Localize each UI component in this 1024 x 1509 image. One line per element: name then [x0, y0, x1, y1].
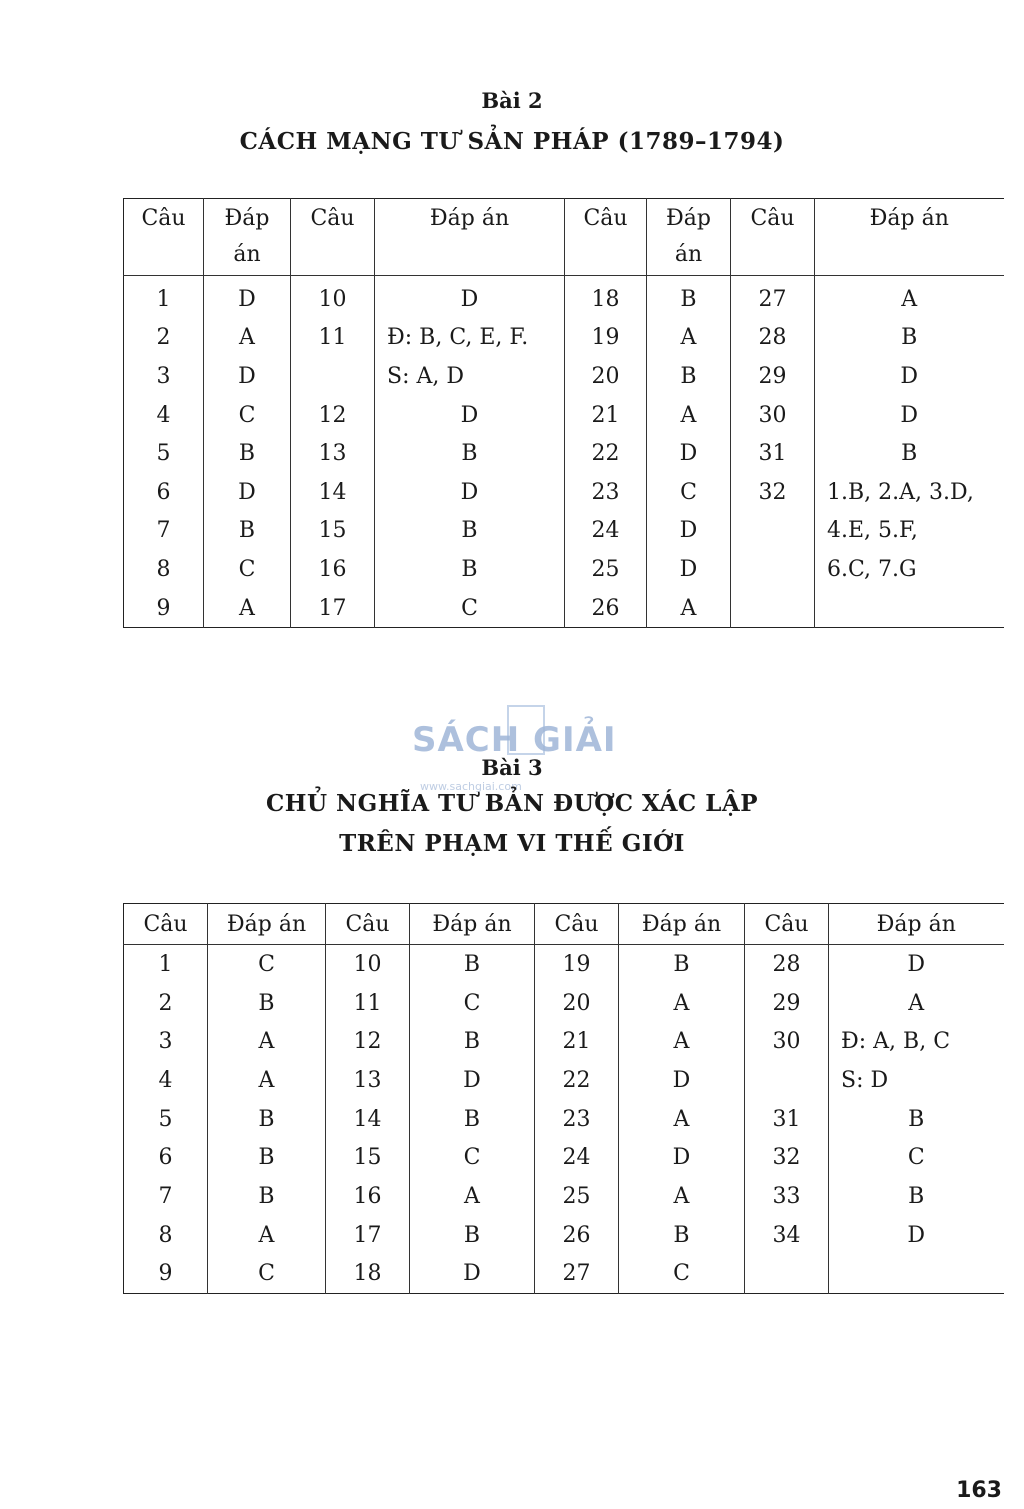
question-number-cell: 28: [745, 945, 829, 984]
answer-cell: D: [647, 434, 731, 473]
question-number-cell: 17: [326, 1216, 410, 1255]
answer-cell: D: [410, 1255, 535, 1294]
lesson-3-title-line2: TRÊN PHẠM VI THẾ GIỚI: [339, 830, 685, 857]
table-row: [124, 550, 1004, 589]
question-number-cell: 22: [535, 1061, 619, 1100]
question-number-cell: 1: [124, 945, 208, 984]
question-number-cell: 26: [535, 1216, 619, 1255]
answer-cell: B: [410, 1100, 535, 1139]
answer-cell: B: [208, 984, 326, 1023]
column-header: [124, 199, 204, 276]
column-header: [815, 199, 1004, 276]
column-header: [731, 199, 815, 276]
answer-cell: D: [829, 945, 1004, 984]
answer-cell: A: [647, 319, 731, 358]
answer-cell: D: [619, 1138, 745, 1177]
answer-cell: 6.C, 7.G: [815, 550, 1004, 589]
answer-cell: C: [647, 473, 731, 512]
question-number-cell: 27: [535, 1255, 619, 1294]
question-number-cell: 19: [535, 945, 619, 984]
answer-cell: A: [647, 396, 731, 435]
question-number-cell: 29: [731, 357, 815, 396]
question-number-cell: 1: [124, 276, 204, 319]
question-number-cell: 26: [565, 589, 647, 628]
question-number-cell: 23: [565, 473, 647, 512]
answer-table-lesson-2: [123, 198, 1004, 628]
lesson-3-title-line1: CHỦ NGHĨA TƯ BẢN ĐƯỢC XÁC LẬP: [265, 790, 759, 817]
answer-cell: D: [204, 357, 291, 396]
answer-cell: A: [208, 1216, 326, 1255]
answer-cell: B: [375, 434, 565, 473]
question-number-cell: 15: [291, 512, 375, 551]
question-number-cell: 3: [124, 357, 204, 396]
answer-table-lesson-3: [123, 903, 1004, 1294]
answer-cell: B: [204, 512, 291, 551]
question-number-cell: 5: [124, 434, 204, 473]
question-number-cell: 18: [326, 1255, 410, 1294]
answer-cell: 4.E, 5.F,: [815, 512, 1004, 551]
question-number-cell: 11: [326, 984, 410, 1023]
answer-cell: B: [410, 945, 535, 984]
answer-cell: C: [829, 1138, 1004, 1177]
question-number-cell: 24: [535, 1138, 619, 1177]
column-header-text: Câu: [141, 206, 186, 231]
answer-cell: Đ: B, C, E, F.: [375, 319, 565, 358]
question-number-cell: 10: [291, 276, 375, 319]
answer-cell: D: [375, 473, 565, 512]
table-row: [124, 276, 1004, 319]
answer-cell: D: [815, 396, 1004, 435]
answer-cell: A: [208, 1061, 326, 1100]
column-header: [565, 199, 647, 276]
column-header: Câu: [535, 904, 619, 945]
answer-cell: B: [208, 1100, 326, 1139]
answer-cell: D: [619, 1061, 745, 1100]
table-row: [124, 1255, 1004, 1294]
answer-cell: D: [815, 357, 1004, 396]
answer-cell: B: [815, 319, 1004, 358]
answer-cell: S: D: [829, 1061, 1004, 1100]
table-row: [124, 434, 1004, 473]
answer-cell: B: [208, 1138, 326, 1177]
question-number-cell: 25: [565, 550, 647, 589]
question-number-cell: 2: [124, 984, 208, 1023]
question-number-cell: 27: [731, 276, 815, 319]
question-number-cell: [745, 1255, 829, 1294]
answer-cell: B: [410, 1022, 535, 1061]
question-number-cell: 15: [326, 1138, 410, 1177]
question-number-cell: 20: [565, 357, 647, 396]
column-header-text: Đáp án: [869, 206, 949, 231]
column-header: [647, 199, 731, 276]
question-number-cell: 32: [745, 1138, 829, 1177]
table-row: [124, 512, 1004, 551]
lesson-3-label: Bài 3: [481, 755, 543, 780]
question-number-cell: 10: [326, 945, 410, 984]
question-number-cell: 21: [535, 1022, 619, 1061]
column-header: Câu: [326, 904, 410, 945]
question-number-cell: 16: [326, 1177, 410, 1216]
answer-cell: A: [815, 276, 1004, 319]
column-header: Đáp án: [829, 904, 1004, 945]
answer-cell: S: A, D: [375, 357, 565, 396]
answer-cell: B: [619, 945, 745, 984]
table-row: [124, 945, 1004, 984]
question-number-cell: [731, 589, 815, 628]
answer-cell: C: [208, 1255, 326, 1294]
answer-cell: C: [208, 945, 326, 984]
question-number-cell: 20: [535, 984, 619, 1023]
question-number-cell: 24: [565, 512, 647, 551]
column-header: Đáp án: [410, 904, 535, 945]
lesson-2-label: Bài 2: [481, 88, 543, 113]
column-header-text: Đáp: [666, 206, 711, 231]
answer-cell: D: [375, 276, 565, 319]
column-header: [291, 199, 375, 276]
question-number-cell: 14: [291, 473, 375, 512]
column-header-text: Câu: [750, 206, 795, 231]
question-number-cell: [291, 357, 375, 396]
table-row: [124, 396, 1004, 435]
answer-cell: B: [375, 550, 565, 589]
question-number-cell: 17: [291, 589, 375, 628]
question-number-cell: 13: [326, 1061, 410, 1100]
answer-cell: B: [208, 1177, 326, 1216]
table-row: [124, 1022, 1004, 1061]
column-header: Đáp án: [208, 904, 326, 945]
question-number-cell: 33: [745, 1177, 829, 1216]
answer-cell: D: [204, 276, 291, 319]
answer-cell: [829, 1255, 1004, 1294]
table-row: [124, 473, 1004, 512]
question-number-cell: 32: [731, 473, 815, 512]
watermark-url: www.sachgiai.com: [420, 780, 522, 793]
table-row: [124, 1100, 1004, 1139]
column-header-text: Câu: [583, 206, 628, 231]
answer-cell: A: [204, 319, 291, 358]
question-number-cell: 2: [124, 319, 204, 358]
column-header-text: Đáp: [224, 206, 270, 231]
answer-cell: D: [410, 1061, 535, 1100]
question-number-cell: 21: [565, 396, 647, 435]
answer-cell: B: [647, 357, 731, 396]
answer-cell: A: [619, 984, 745, 1023]
question-number-cell: 9: [124, 589, 204, 628]
answer-cell: C: [204, 550, 291, 589]
question-number-cell: 3: [124, 1022, 208, 1061]
answer-cell: A: [619, 1100, 745, 1139]
table-row: [124, 984, 1004, 1023]
answer-cell: B: [410, 1216, 535, 1255]
answer-cell: A: [410, 1177, 535, 1216]
answer-cell: D: [829, 1216, 1004, 1255]
answer-cell: A: [829, 984, 1004, 1023]
column-header: Câu: [124, 904, 208, 945]
column-header: [375, 199, 565, 276]
answer-cell: C: [375, 589, 565, 628]
table-row: [124, 1061, 1004, 1100]
question-number-cell: 34: [745, 1216, 829, 1255]
question-number-cell: [731, 550, 815, 589]
answer-cell: [815, 589, 1004, 628]
question-number-cell: 30: [745, 1022, 829, 1061]
question-number-cell: [745, 1061, 829, 1100]
question-number-cell: 7: [124, 512, 204, 551]
question-number-cell: 4: [124, 396, 204, 435]
question-number-cell: 6: [124, 473, 204, 512]
question-number-cell: 9: [124, 1255, 208, 1294]
answer-cell: D: [647, 512, 731, 551]
answer-cell: D: [375, 396, 565, 435]
question-number-cell: 8: [124, 1216, 208, 1255]
answer-cell: B: [204, 434, 291, 473]
question-number-cell: [731, 512, 815, 551]
answer-cell: B: [815, 434, 1004, 473]
question-number-cell: 31: [731, 434, 815, 473]
answer-cell: A: [208, 1022, 326, 1061]
column-header: Câu: [745, 904, 829, 945]
question-number-cell: 5: [124, 1100, 208, 1139]
question-number-cell: 22: [565, 434, 647, 473]
answer-cell: D: [204, 473, 291, 512]
question-number-cell: 12: [291, 396, 375, 435]
column-header: Đáp án: [619, 904, 745, 945]
question-number-cell: 29: [745, 984, 829, 1023]
question-number-cell: 6: [124, 1138, 208, 1177]
answer-cell: A: [647, 589, 731, 628]
column-header-text: Đáp án: [429, 206, 510, 231]
answer-cell: A: [619, 1022, 745, 1061]
answer-cell: B: [375, 512, 565, 551]
table-row: [124, 589, 1004, 628]
answer-cell: Đ: A, B, C: [829, 1022, 1004, 1061]
column-header-text: án: [674, 242, 703, 267]
answer-cell: C: [619, 1255, 745, 1294]
column-header: [204, 199, 291, 276]
question-number-cell: 4: [124, 1061, 208, 1100]
column-header-text: án: [233, 242, 261, 267]
table-row: [124, 357, 1004, 396]
question-number-cell: 14: [326, 1100, 410, 1139]
column-header-text: Câu: [310, 206, 355, 231]
answer-cell: A: [204, 589, 291, 628]
question-number-cell: 11: [291, 319, 375, 358]
table-row: [124, 1216, 1004, 1255]
answer-cell: B: [829, 1177, 1004, 1216]
question-number-cell: 8: [124, 550, 204, 589]
answer-cell: C: [410, 984, 535, 1023]
table-row: [124, 319, 1004, 358]
question-number-cell: 25: [535, 1177, 619, 1216]
answer-cell: C: [410, 1138, 535, 1177]
question-number-cell: 16: [291, 550, 375, 589]
answer-cell: B: [829, 1100, 1004, 1139]
answer-cell: B: [619, 1216, 745, 1255]
question-number-cell: 7: [124, 1177, 208, 1216]
question-number-cell: 13: [291, 434, 375, 473]
question-number-cell: 28: [731, 319, 815, 358]
answer-cell: D: [647, 550, 731, 589]
question-number-cell: 19: [565, 319, 647, 358]
answer-cell: C: [204, 396, 291, 435]
question-number-cell: 18: [565, 276, 647, 319]
table-row: [124, 1177, 1004, 1216]
answer-cell: A: [619, 1177, 745, 1216]
question-number-cell: 12: [326, 1022, 410, 1061]
answer-cell: 1.B, 2.A, 3.D,: [815, 473, 1004, 512]
page-number: 163: [956, 1478, 1002, 1503]
lesson-2-title: CÁCH MẠNG TƯ SẢN PHÁP (1789–1794): [239, 128, 785, 155]
question-number-cell: 23: [535, 1100, 619, 1139]
table-row: [124, 1138, 1004, 1177]
watermark-brand: SÁCH GIẢI: [412, 720, 617, 760]
question-number-cell: 30: [731, 396, 815, 435]
answer-cell: B: [647, 276, 731, 319]
question-number-cell: 31: [745, 1100, 829, 1139]
